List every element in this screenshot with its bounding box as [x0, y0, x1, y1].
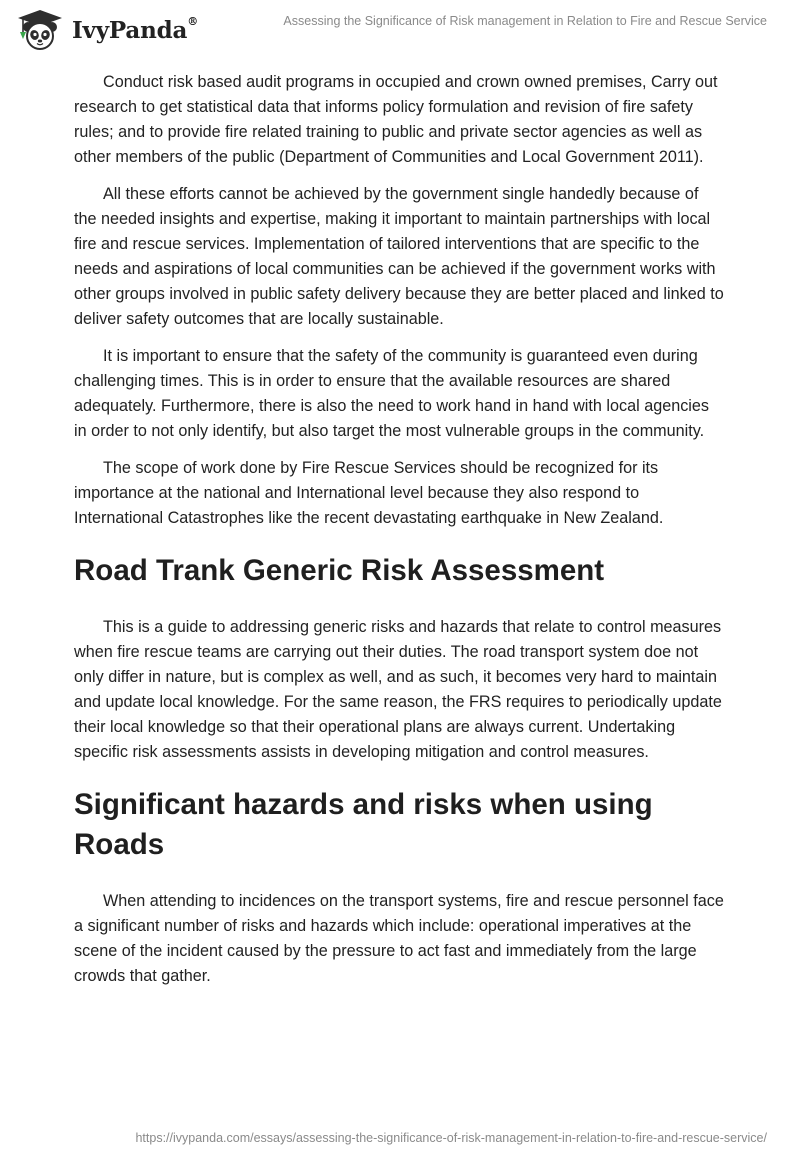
paragraph-5: This is a guide to addressing generic risks and hazards that relate to control measures when fire rescue teams are carrying out their duties. The road transport system doe not only differ in nature, but is complex as well, and as such, it becomes very hard to maintain and update local knowledge. For the same reason, the FRS requires to periodically update their local knowledge so that their operational plans are always current. Undertaking specific risk assessments assists in developing mitigation and control measures.	[74, 618, 722, 761]
brand-name: IvyPanda®	[72, 14, 198, 44]
section-heading-road-trank: Road Trank Generic Risk Assessment	[74, 554, 605, 587]
section-heading-significant-hazards: Significant hazards and risks when using Roads	[74, 788, 653, 861]
document-title: Assessing the Significance of Risk management in Relation to Fire and Rescue Service	[283, 14, 767, 28]
panda-graduate-logo-icon	[14, 8, 66, 52]
paragraph-3: It is important to ensure that the safety of the community is guaranteed even during challenging times. This is in order to ensure that the available resources are shared adequately. Furthermore, there is also the need to work hand in hand with local agencies in order to not only identify, but also target the most vulnerable groups in the community.	[74, 347, 709, 440]
paragraph-1: Conduct risk based audit programs in occupied and crown owned premises, Carry out research to get statistical data that informs policy formulation and revision of fire safety rules; and to provide fire related training to public and private sector agencies as well as other members of the public (Department of Communities and Local Government 2011).	[74, 73, 718, 166]
registered-mark: ®	[187, 14, 198, 28]
paragraph-4: The scope of work done by Fire Rescue Services should be recognized for its importance at the national and International level because they also respond to International Catastrophes like the recent devastating earthquake in New Zealand.	[74, 459, 664, 527]
paragraph-2: All these efforts cannot be achieved by the government single handedly because of the needed insights and expertise, making it important to maintain partnerships with local fire and rescue services. Implementation of tailored interventions that are specific to the needs and aspirations of local communities can be achieved if the government works with other groups involved in public safety delivery because they are better placed and linked to deliver safety outcomes that are locally sustainable.	[74, 185, 724, 328]
article-body	[74, 70, 724, 1001]
source-url[interactable]: https://ivypanda.com/essays/assessing-the-significance-of-risk-management-in-relation-to-fire-and-rescue-service/	[135, 1131, 767, 1145]
site-logo[interactable]	[14, 8, 198, 52]
paragraph-6: When attending to incidences on the transport systems, fire and rescue personnel face a significant number of risks and hazards which include: operational imperatives at the scene of the incident caused by the pressure to act fast and immediately from the large crowds that gather.	[74, 892, 724, 985]
page-header	[0, 0, 800, 60]
